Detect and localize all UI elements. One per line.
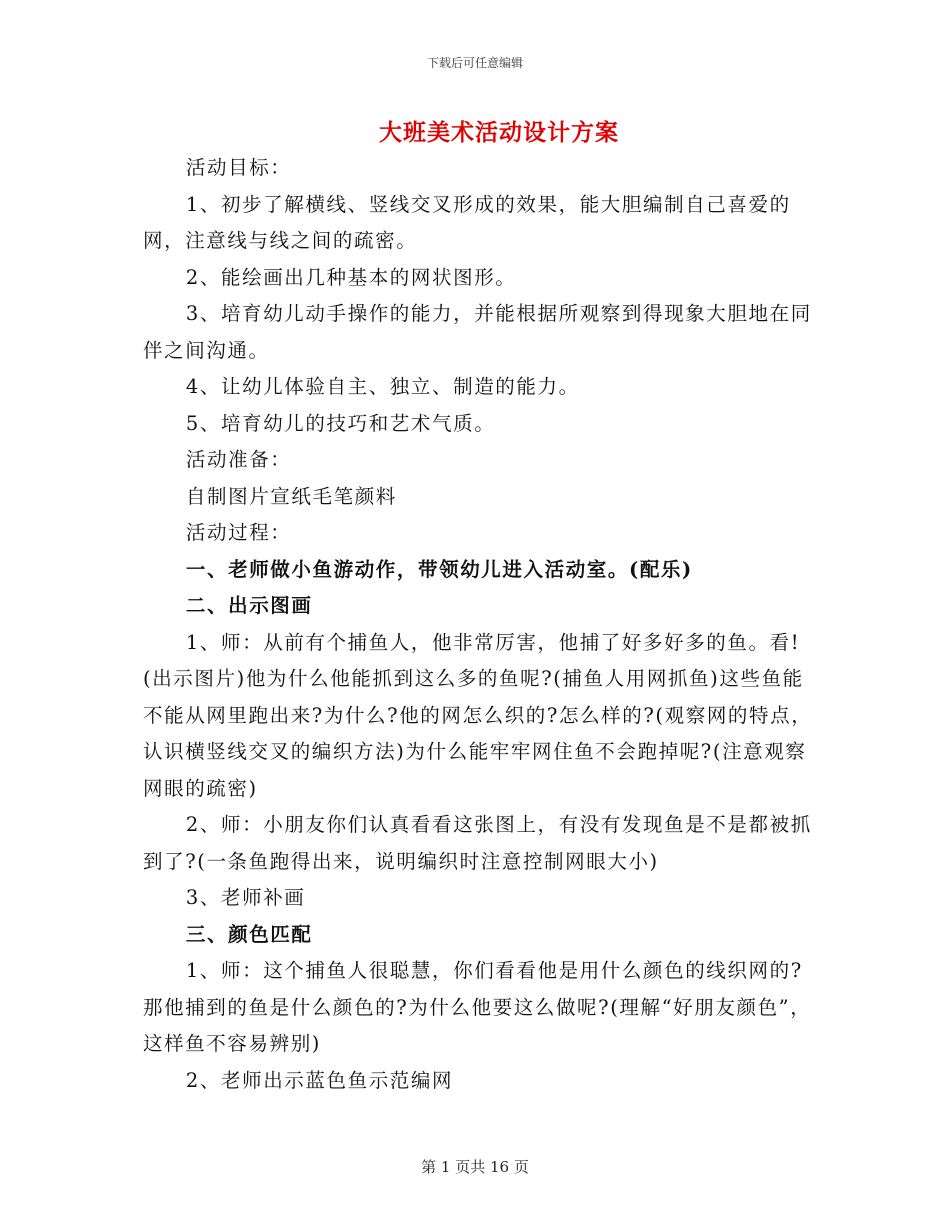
section-heading-process: 活动过程： bbox=[185, 521, 292, 544]
document-title: 大班美术活动设计方案 bbox=[379, 119, 619, 146]
process-step-2-heading: 二、出示图画 bbox=[185, 594, 313, 617]
process-step-3-item-1: 1、师：这个捕鱼人很聪慧，你们看看他是用什么颜色的线织网的?那他捕到的鱼是什么颜色的?为什么他要这么做呢?(理解“好朋友颜色”，这样鱼不容易辨别) bbox=[143, 959, 812, 1055]
preparation-text: 自制图片宣纸毛笔颜料 bbox=[185, 484, 397, 508]
goal-item-2: 2、能绘画出几种基本的网状图形。 bbox=[185, 265, 517, 289]
process-step-3-item-2: 2、老师出示蓝色鱼示范编网 bbox=[185, 1068, 454, 1092]
process-step-3-heading: 三、颜色匹配 bbox=[185, 922, 313, 946]
goal-item-3: 3、培育幼儿动手操作的能力，并能根据所观察到得现象大胆地在同伴之间沟通。 bbox=[143, 302, 812, 362]
section-heading-goals: 活动目标： bbox=[185, 156, 292, 179]
section-heading-preparation: 活动准备： bbox=[185, 448, 292, 471]
goal-item-5: 5、培育幼儿的技巧和艺术气质。 bbox=[185, 411, 496, 435]
goal-item-4: 4、让幼儿体验自主、独立、制造的能力。 bbox=[185, 375, 580, 398]
document-body bbox=[143, 150, 813, 1099]
process-step-2-item-1: 1、师：从前有个捕鱼人，他非常厉害，他捕了好多好多的鱼。看!(出示图片)他为什么他能抓到这么多的鱼呢?(捕鱼人用网抓鱼)这些鱼能不能从网里跑出来?为什么?他的网怎么织的?怎么样的?(观察网的特点，认识横竖线交叉的编织方法)为什么能牢牢网住鱼不会跑掉呢?(注意观察网眼的疏密) bbox=[143, 630, 813, 800]
page-number-footer: 第 1 页共 16 页 bbox=[421, 1158, 529, 1176]
goal-item-1: 1、初步了解横线、竖线交叉形成的效果，能大胆编制自己喜爱的网，注意线与线之间的疏密。 bbox=[143, 192, 791, 252]
process-step-2-item-2: 2、师：小朋友你们认真看看这张图上，有没有发现鱼是不是都被抓到了?(一条鱼跑得出来，说明编织时注意控制网眼大小) bbox=[143, 813, 812, 873]
process-step-1-heading: 一、老师做小鱼游动作，带领幼儿进入活动室。(配乐) bbox=[185, 557, 693, 581]
header-note: 下载后可任意编辑 bbox=[426, 56, 523, 70]
process-step-2-item-3: 3、老师补画 bbox=[185, 886, 306, 909]
